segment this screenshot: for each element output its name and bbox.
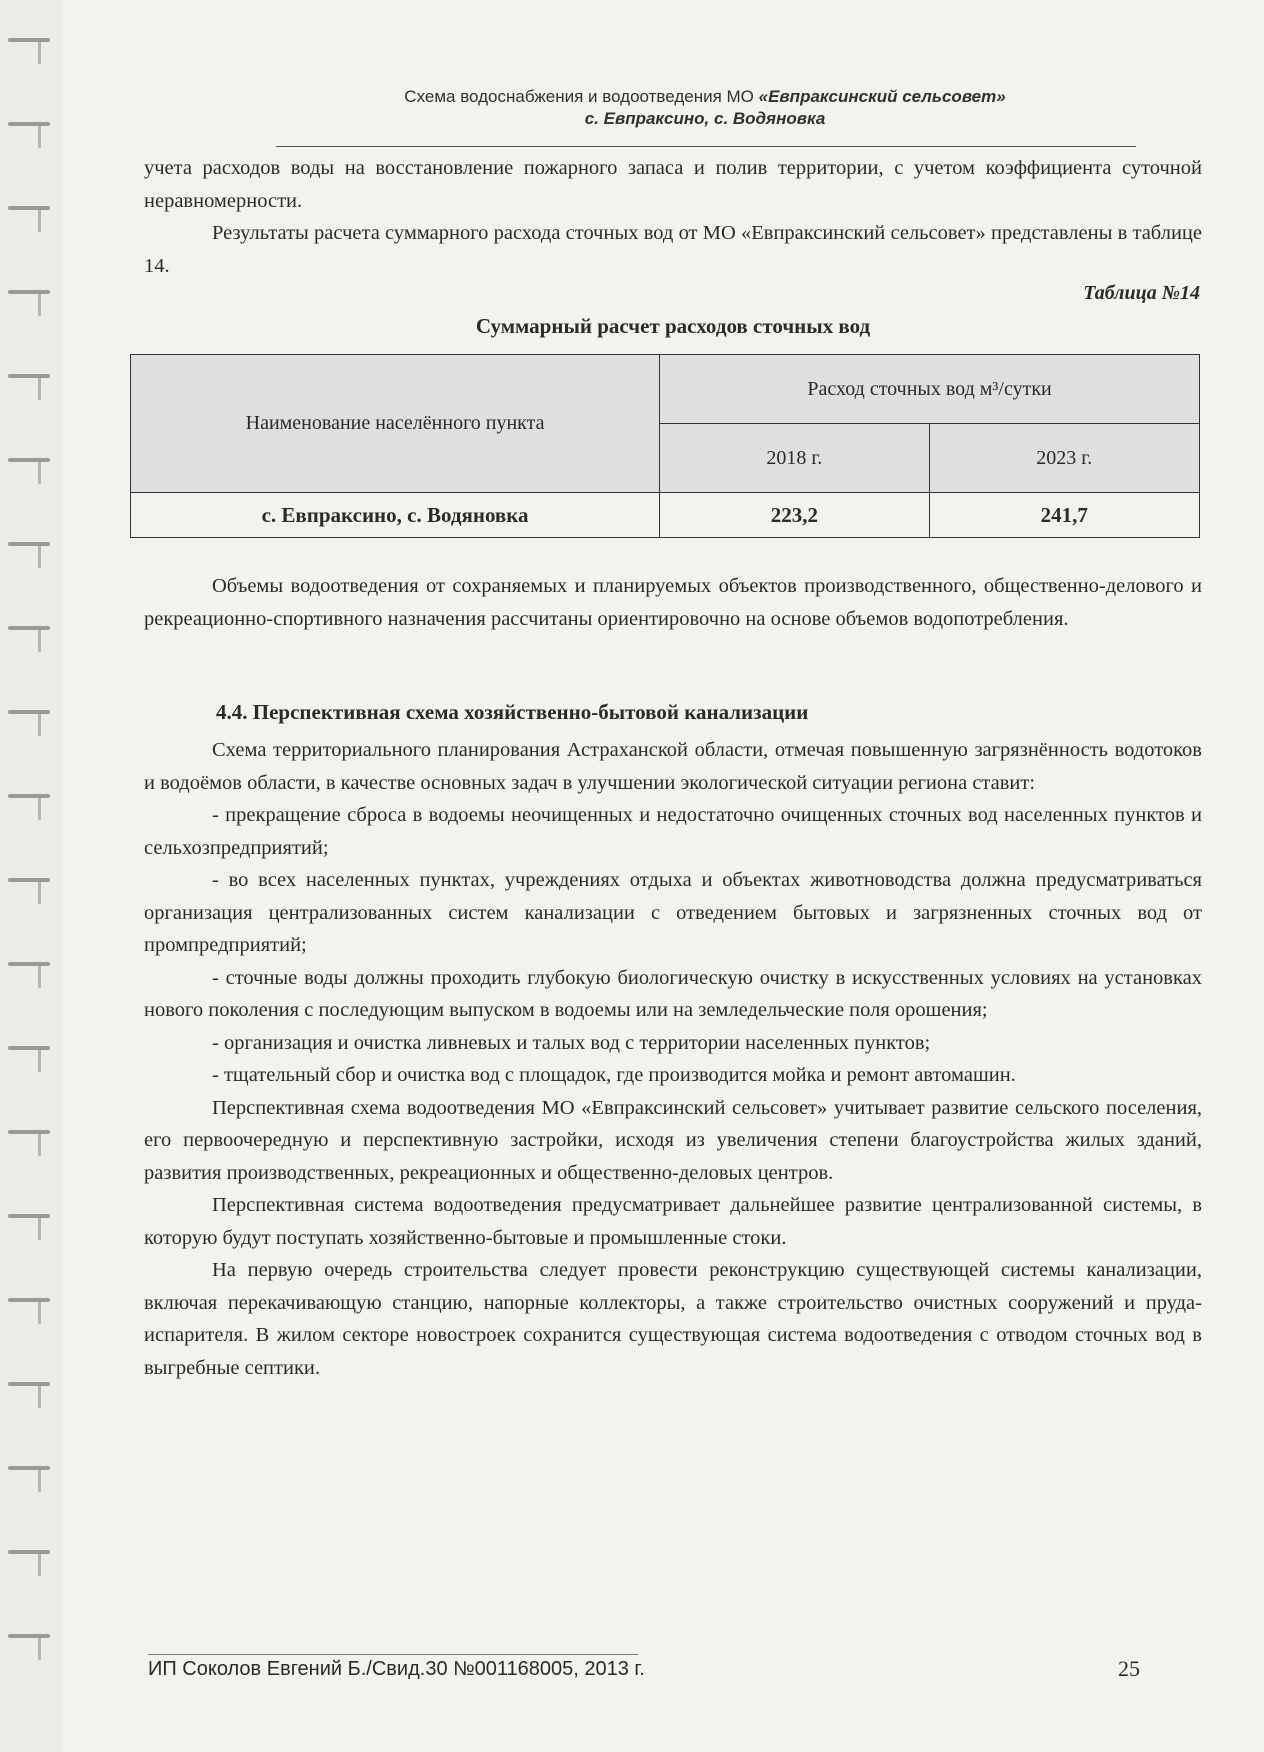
header-cell-year-2: 2023 г. (929, 424, 1199, 493)
binding-ring (8, 878, 50, 882)
header-cell-flow: Расход сточных вод м³/сутки (660, 355, 1200, 424)
bullet-4: - организация и очистка ливневых и талых вод с территории населенных пунктов; (212, 1031, 931, 1054)
footer-divider (148, 1654, 638, 1655)
binding-ring (8, 374, 50, 378)
binding-ring (8, 206, 50, 210)
header-divider (276, 146, 1136, 147)
binding-ring (8, 1214, 50, 1218)
header-subtitle: с. Евпраксино, с. Водяновка (584, 109, 826, 128)
header-cell-year-1: 2018 г. (660, 424, 929, 493)
intro-paragraph-1: учета расходов воды на восстановление пожарного запаса и полив территории, с учетом коэффициента суточной неравномерности. (144, 157, 1202, 212)
bullet-3: - сточные воды должны проходить глубокую биологическую очистку в искусственных условиях на установках нового поколения с последующим выпуском в водоемы или на земледельческие поля орошения; (144, 966, 1202, 1021)
binding-ring (8, 1046, 50, 1050)
binding-ring (8, 122, 50, 126)
cell-value-2018: 223,2 (660, 493, 929, 538)
after-table-text (144, 570, 1202, 635)
binding-ring (8, 1466, 50, 1470)
header-prefix: Схема водоснабжения и водоотведения МО (404, 87, 759, 106)
bullet-5: - тщательный сбор и очистка вод с площадок, где производится мойка и ремонт автомашин. (212, 1064, 1016, 1086)
wastewater-table (130, 354, 1200, 538)
binding-ring (8, 1298, 50, 1302)
header-cell-name: Наименование населённого пункта (131, 355, 660, 493)
binding-ring (8, 542, 50, 546)
header-org: «Евпраксинский сельсовет» (758, 87, 1006, 106)
bullet-2: - во всех населенных пунктах, учреждениях отдыха и объектах животноводства должна предусматриваться организация централизованных систем канализации с отведением бытовых и загрязненных сточных вод от промпредприятий; (144, 869, 1202, 956)
table-caption: Таблица №14 (1083, 282, 1200, 304)
intro-paragraph-2: Результаты расчета суммарного расхода сточных вод от МО «Евпраксинский сельсовет» представлены в таблице 14. (144, 222, 1202, 277)
binding-ring (8, 1130, 50, 1134)
binding-ring (8, 290, 50, 294)
section-paragraph-1: Схема территориального планирования Астраханской области, отмечая повышенную загрязнённость водотоков и водоёмов области, в качестве основных задач в улучшении экологической ситуации региона ставит: (144, 739, 1202, 794)
section-heading: 4.4. Перспективная схема хозяйственно-бытовой канализации (216, 700, 809, 724)
section-paragraph-2: Перспективная схема водоотведения МО «Евпраксинский сельсовет» учитывает развитие сельского поселения, его первоочередную и перспективную застройки, исходя из увеличения степени благоустройства жилых зданий, развития производственных, рекреационных и общественно-деловых центров. (144, 1096, 1202, 1184)
binding-ring (8, 1634, 50, 1638)
binding-ring (8, 710, 50, 714)
binding-ring (8, 1550, 50, 1554)
footer-text: ИП Соколов Евгений Б./Свид.30 №001168005, 2013 г. (148, 1658, 645, 1680)
section-paragraph-3: Перспективная система водоотведения предусматривает дальнейшее развитие централизованной системы, в которую будут поступать хозяйственно-бытовые и промышленные стоки. (144, 1194, 1202, 1249)
binding-ring (8, 1382, 50, 1386)
binding-ring (8, 458, 50, 462)
binding-ring (8, 38, 50, 42)
table-title: Суммарный расчет расходов сточных вод (475, 314, 871, 338)
table-row (131, 493, 1200, 538)
section-body (144, 734, 1202, 1384)
bullet-1: - прекращение сброса в водоемы неочищенных и недостаточно очищенных сточных вод населенных пунктов и сельхозпредприятий; (144, 804, 1202, 859)
binding-ring (8, 962, 50, 966)
after-table-paragraph: Объемы водоотведения от сохраняемых и планируемых объектов производственного, общественно-делового и рекреационно-спортивного назначения рассчитаны ориентировочно на основе объемов водопотребления. (144, 575, 1202, 630)
cell-settlement: с. Евпраксино, с. Водяновка (131, 493, 660, 538)
page-header (270, 86, 1140, 130)
page-number: 25 (1118, 1656, 1140, 1681)
cell-value-2023: 241,7 (929, 493, 1199, 538)
section-paragraph-4: На первую очередь строительства следует провести реконструкцию существующей системы канализации, включая перекачивающую станцию, напорные коллекторы, а также строительство очистных сооружений и пруда-испарителя. В жилом секторе новостроек сохранится существующая система водоотведения с отводом сточных вод в выгребные септики. (144, 1259, 1202, 1379)
spiral-binding (0, 0, 62, 1752)
intro-text (144, 152, 1202, 282)
binding-ring (8, 794, 50, 798)
binding-ring (8, 626, 50, 630)
